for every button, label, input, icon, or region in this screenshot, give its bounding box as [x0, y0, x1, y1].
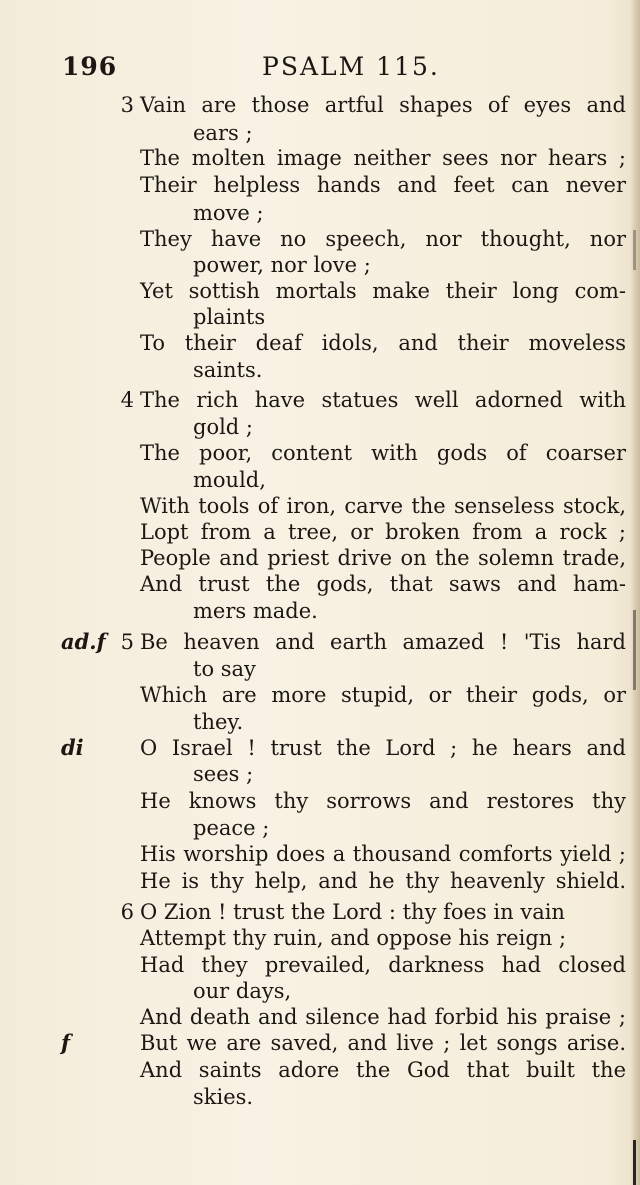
verse-line: gold ;: [193, 415, 253, 439]
stanza-number: 3: [120, 93, 134, 117]
performance-mark: di: [61, 735, 84, 760]
stanza-number: 6: [120, 900, 134, 924]
verse-line: But we are saved, and live ; let songs arise.: [140, 1031, 626, 1055]
edge-mark: [633, 610, 636, 690]
verse-line: With tools of iron, carve the senseless stock,: [140, 494, 626, 518]
performance-mark: ad.f: [61, 629, 106, 654]
verse-line: To their deaf idols, and their moveless: [140, 331, 626, 355]
stanza-number: 5: [120, 630, 134, 654]
verse-line: move ;: [193, 201, 264, 225]
verse-line: He knows thy sorrows and restores thy: [140, 789, 626, 813]
verse-line: Be heaven and earth amazed ! 'Tis hard: [140, 630, 626, 654]
verse-line: peace ;: [193, 816, 270, 840]
verse-line: ears ;: [193, 121, 253, 145]
page-number: 196: [62, 52, 118, 81]
verse-line: mould,: [193, 468, 266, 492]
verse-line: The rich have statues well adorned with: [140, 388, 626, 412]
verse-line: sees ;: [193, 762, 254, 786]
verse-line: they.: [193, 710, 244, 734]
verse-line: The molten image neither sees nor hears ;: [140, 146, 626, 170]
verse-line: to say: [193, 657, 256, 681]
page-edge: [630, 0, 640, 1185]
running-head: PSALM 115.: [262, 52, 440, 81]
verse-line: His worship does a thousand comforts yield ;: [140, 842, 626, 866]
verse-line: Lopt from a tree, or broken from a rock ;: [140, 520, 626, 544]
verse-line: O Israel ! trust the Lord ; he hears and: [140, 736, 626, 760]
verse-line: Attempt thy ruin, and oppose his reign ;: [140, 926, 567, 950]
verse-line: They have no speech, nor thought, nor: [140, 227, 626, 251]
verse-line: And death and silence had forbid his praise ;: [140, 1005, 626, 1029]
verse-line: plaints: [193, 305, 266, 329]
verse-line: saints.: [193, 358, 263, 382]
verse-line: skies.: [193, 1085, 254, 1109]
verse-line: The poor, content with gods of coarser: [140, 441, 626, 465]
verse-line: People and priest drive on the solemn trade,: [140, 546, 626, 570]
verse-line: And trust the gods, that saws and ham-: [140, 572, 626, 596]
verse-line: O Zion ! trust the Lord : thy foes in vain: [140, 900, 565, 924]
verse-line: mers made.: [193, 599, 318, 623]
verse-line: Vain are those artful shapes of eyes and: [140, 93, 626, 117]
page-header: [0, 52, 640, 82]
edge-mark: [633, 230, 636, 270]
verse-line: our days,: [193, 979, 292, 1003]
verse-line: Yet sottish mortals make their long com-: [140, 279, 626, 303]
verse-line: power, nor love ;: [193, 253, 371, 277]
verse-line: And saints adore the God that built the: [140, 1058, 626, 1082]
performance-mark: f: [61, 1030, 71, 1055]
verse-line: Had they prevailed, darkness had closed: [140, 953, 626, 977]
stanza-number: 4: [120, 388, 134, 412]
verse-line: He is thy help, and he thy heavenly shield.: [140, 869, 626, 893]
edge-mark: [633, 1140, 636, 1185]
verse-line: Which are more stupid, or their gods, or: [140, 683, 626, 707]
verse-line: Their helpless hands and feet can never: [140, 173, 626, 197]
